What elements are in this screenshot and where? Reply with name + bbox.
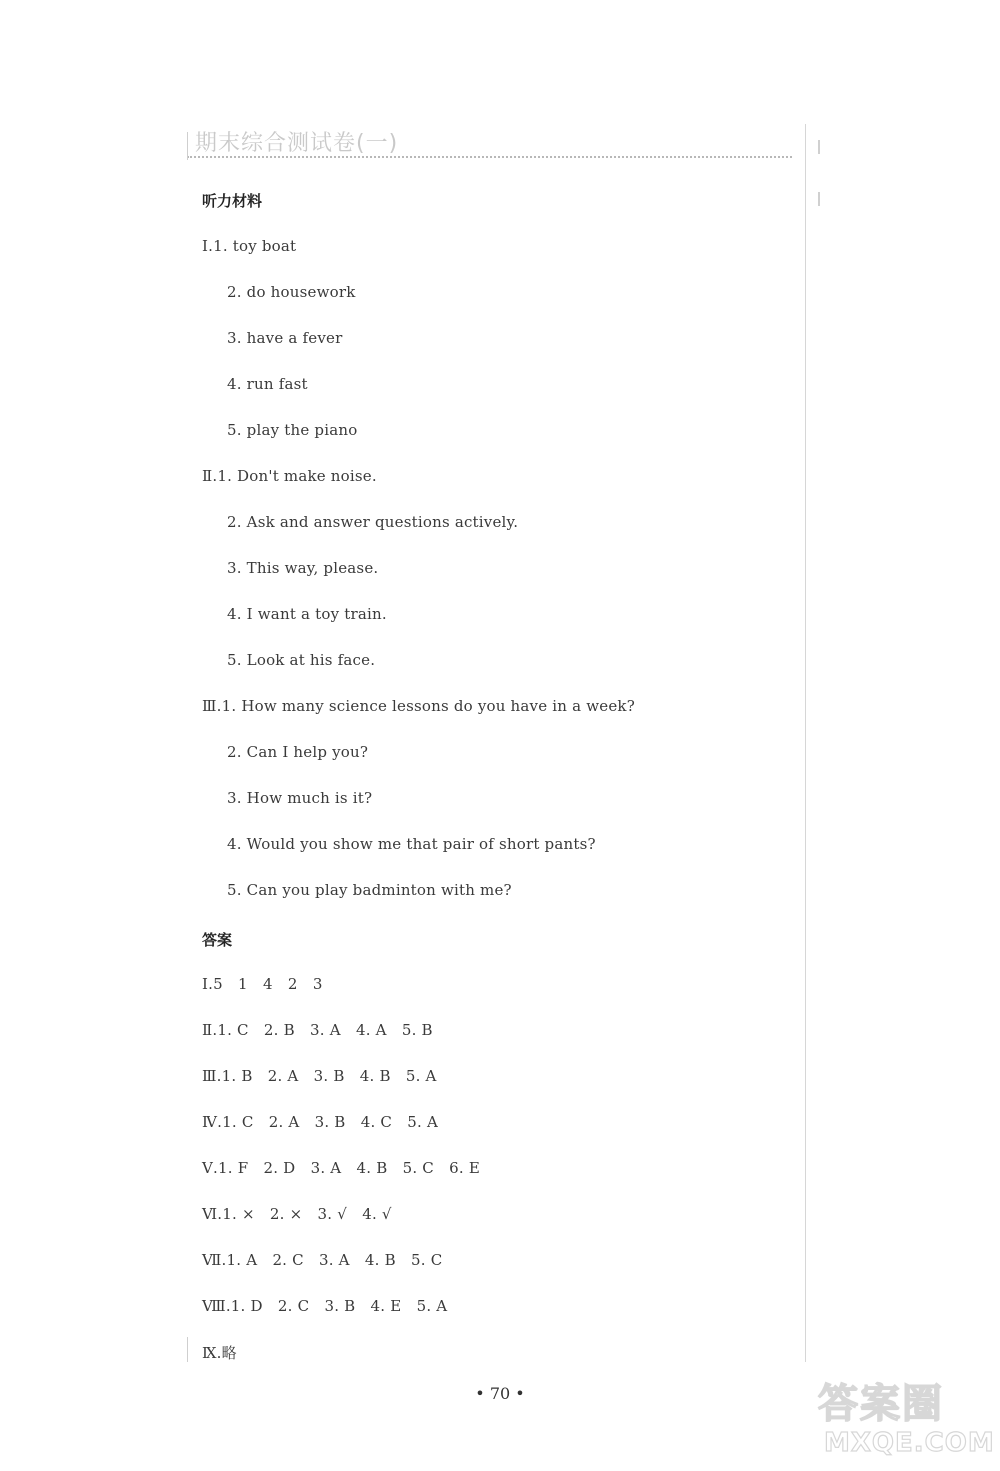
listening-section-1-item-3: 3. have a fever (227, 329, 343, 347)
answer-text: 1. C 2. B 3. A 4. A 5. B (217, 1021, 433, 1039)
listening-section-2-item-5: 5. Look at his face. (227, 651, 376, 669)
section-numeral: Ⅶ. (202, 1251, 227, 1269)
left-margin-rule-bottom (187, 1337, 188, 1362)
answer-text: 1. C 2. A 3. B 4. C 5. A (222, 1113, 438, 1131)
section-numeral: Ⅰ. (202, 237, 214, 255)
listening-heading: 听力材料 (202, 192, 263, 210)
answer-row (202, 1249, 442, 1270)
answer-text: 1. D 2. C 3. B 4. E 5. A (230, 1297, 448, 1315)
listening-section-1-item-2: 2. do housework (227, 283, 356, 301)
section-numeral: Ⅲ. (202, 1067, 222, 1085)
list-item-text: 1. toy boat (213, 237, 297, 255)
listening-section-2-item-3: 3. This way, please. (227, 559, 379, 577)
listening-section-3-item-5: 5. Can you play badminton with me? (227, 881, 512, 899)
answer-text: 1. A 2. C 3. A 4. B 5. C (226, 1251, 443, 1269)
answer-row (202, 1111, 438, 1132)
listening-section-2-item-1 (202, 467, 377, 485)
section-numeral: Ⅰ. (202, 975, 214, 993)
watermark-logo (812, 1372, 995, 1466)
page-header-title: 期末综合测试卷(一) (195, 131, 399, 156)
list-item-text: 1. Don't make noise. (217, 467, 377, 485)
section-numeral: Ⅴ. (202, 1159, 219, 1177)
listening-section-3-item-1 (202, 697, 635, 715)
listening-section-3-item-2: 2. Can I help you? (227, 743, 369, 761)
listening-section-2-item-4: 4. I want a toy train. (227, 605, 387, 623)
answer-row (202, 1203, 392, 1224)
edge-mark (818, 192, 820, 206)
answer-row (202, 1019, 433, 1040)
watermark-text: 答案圈 (818, 1381, 944, 1427)
section-numeral: Ⅳ. (202, 1113, 223, 1131)
left-margin-rule (187, 132, 188, 160)
section-numeral: Ⅲ. (202, 697, 222, 715)
answer-row (202, 1065, 437, 1086)
section-numeral: Ⅷ. (202, 1297, 231, 1315)
header-divider (187, 156, 792, 158)
page-number: • 70 • (475, 1384, 525, 1403)
answer-text: 1. F 2. D 3. A 4. B 5. C 6. E (218, 1159, 481, 1177)
watermark-url: MXQE.COM (824, 1428, 995, 1458)
answer-text: 1. × 2. × 3. √ 4. √ (222, 1205, 392, 1223)
section-numeral: Ⅵ. (202, 1205, 223, 1223)
edge-mark (818, 140, 820, 154)
listening-section-3-item-4: 4. Would you show me that pair of short pants? (227, 835, 596, 853)
section-numeral: Ⅸ. (202, 1344, 222, 1362)
answer-row (202, 1342, 237, 1363)
answer-text: 1. B 2. A 3. B 4. B 5. A (221, 1067, 437, 1085)
answer-row (202, 973, 323, 994)
answer-text: 5 1 4 2 3 (213, 975, 323, 993)
answer-text: 略 (221, 1344, 237, 1362)
listening-section-1-item-5: 5. play the piano (227, 421, 358, 439)
listening-section-3-item-3: 3. How much is it? (227, 789, 373, 807)
right-margin-rule (805, 124, 806, 1362)
section-numeral: Ⅱ. (202, 1021, 218, 1039)
listening-section-2-item-2: 2. Ask and answer questions actively. (227, 513, 519, 531)
answers-heading: 答案 (202, 931, 233, 949)
listening-section-1-item-1 (202, 237, 296, 255)
list-item-text: 1. How many science lessons do you have in a week? (221, 697, 635, 715)
answer-row (202, 1157, 480, 1178)
answer-row (202, 1295, 447, 1316)
listening-section-1-item-4: 4. run fast (227, 375, 308, 393)
section-numeral: Ⅱ. (202, 467, 218, 485)
